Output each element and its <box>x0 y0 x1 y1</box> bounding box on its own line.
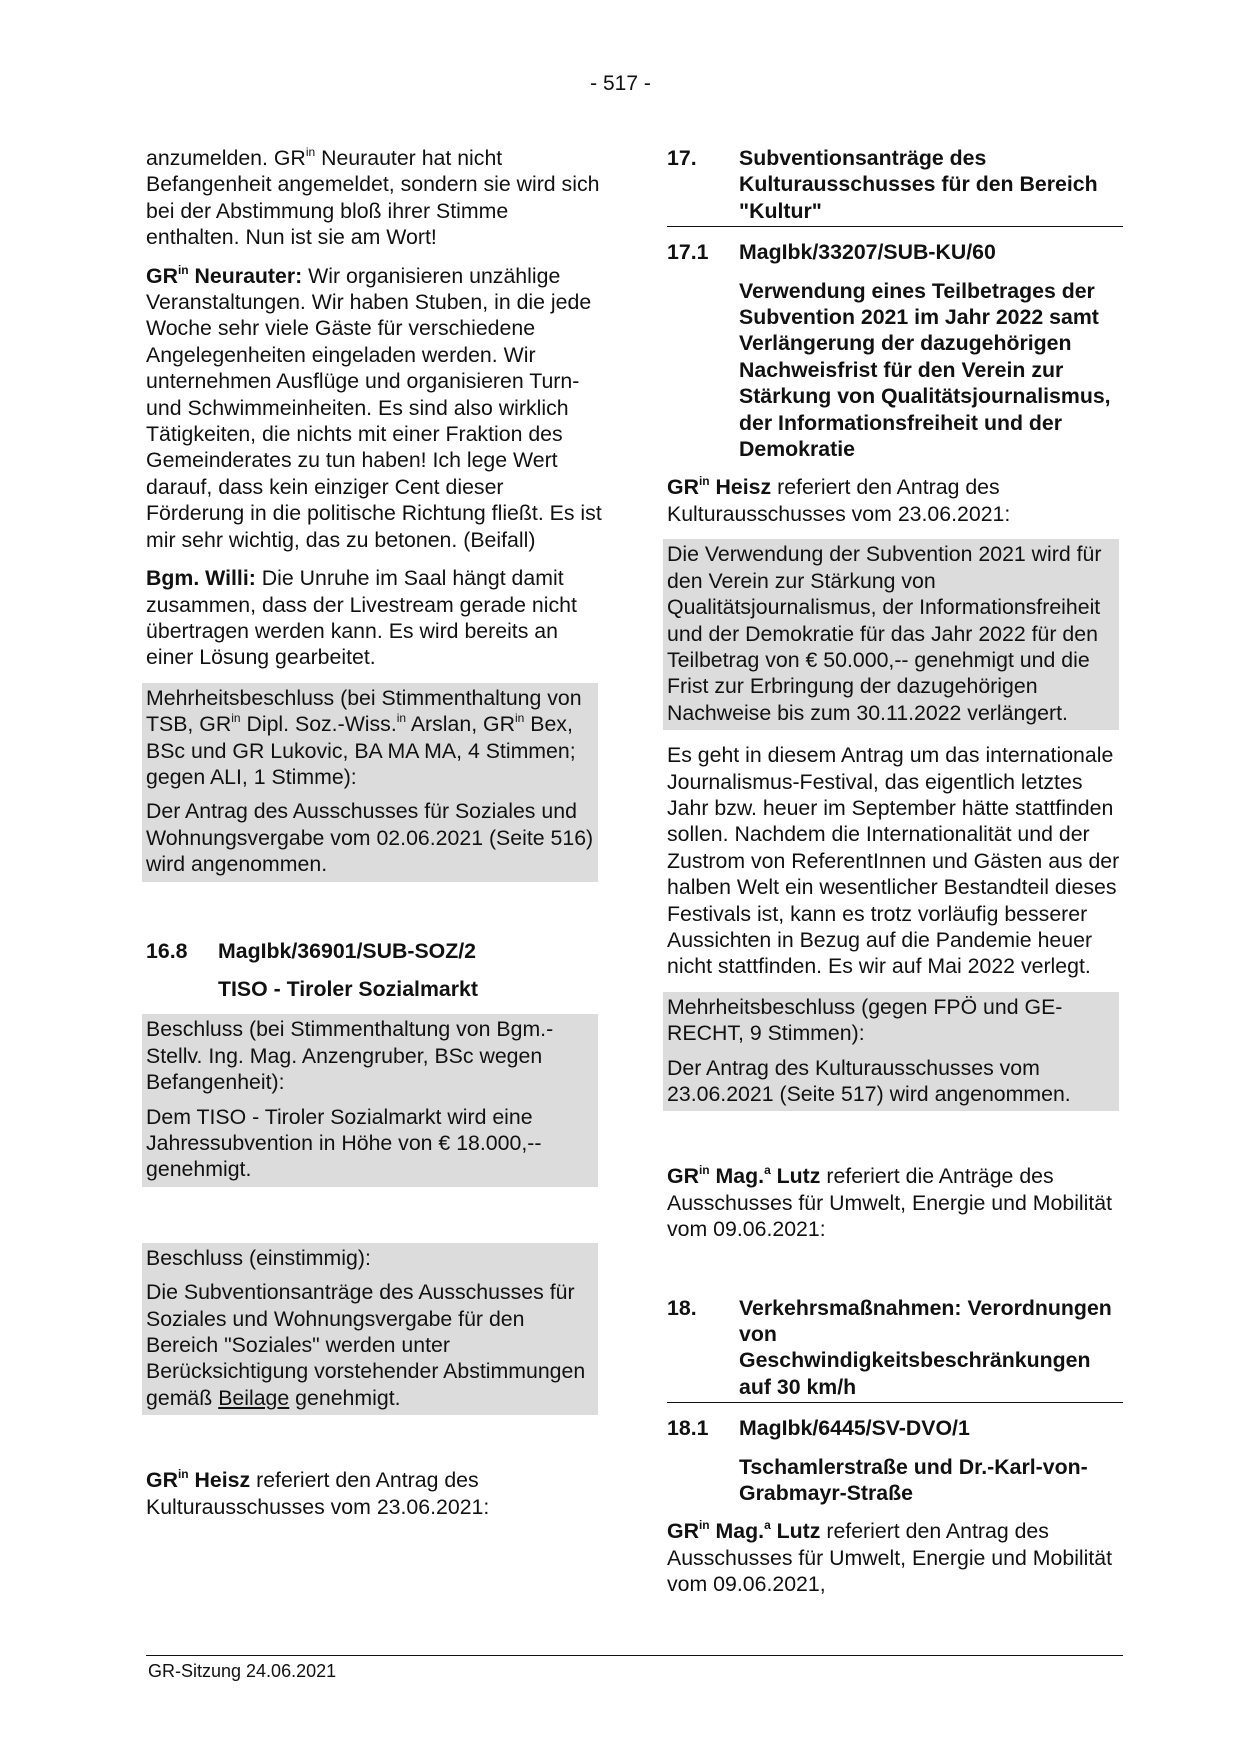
section-number: 18.1 <box>667 1416 709 1441</box>
section-title: Tschamlerstraße und Dr.-Karl-von-Grabmayr-Straße <box>739 1454 1088 1506</box>
resolution-text: Der Antrag des Ausschusses für Soziales und Wohnungsvergabe vom 02.06.2021 (Seite 516) wird angenommen. <box>146 799 594 877</box>
resolution-text: Dem TISO - Tiroler Sozialmarkt wird eine Jahressubvention in Höhe von € 18.000,-- genehmigt. <box>146 1104 542 1182</box>
speech-willi: Bgm. Willi: Die Unruhe im Saal hängt damit zusammen, dass der Livestream gerade nicht übertragen werden kann. Es wird bereits an einer Lösung gearbeitet. <box>146 566 577 670</box>
footer-divider <box>146 1655 1123 1656</box>
resolution-text: Der Antrag des Kulturausschusses vom 23.06.2021 (Seite 517) wird angenommen. <box>667 1055 1071 1106</box>
speech-heisz: $GR^{in}$ Heisz referiert den Antrag des Kulturausschusses vom 23.06.2021: <box>667 474 1011 526</box>
speech-neurauter: $GR^{in}$ Neurauter: Wir organisieren unzählige Veranstaltungen. Wir haben Stuben, in die jede Woche sehr viele Gäste für verschiedene Angelegenheiten eingeladen werden. Wir unternehmen Ausflüge und organisieren Turn- und Schwimmeinheiten. Es sind also wirklich Tätigkeiten, die nichts mit einer Fraktion des Gemeinderates zu tun haben! Ich lege Wert darauf, dass kein einziger Cent dieser Förderung in die politische Richtung fließt. Es ist mir sehr wichtig, das zu betonen. (Beifall) <box>146 262 602 552</box>
resolution-box <box>142 1014 598 1186</box>
section-heading-18-1 <box>667 1415 1123 1441</box>
section-number: 17.1 <box>667 240 709 265</box>
resolution-vote: Beschluss (einstimmig): <box>146 1245 371 1270</box>
beilage-link[interactable]: Beilage <box>218 1385 290 1410</box>
speech-lutz: $GR^{in}$ Mag.$^a$ Lutz referiert den Antrag des Ausschusses für Umwelt, Energie und Mobilität vom 09.06.2021, <box>667 1518 1113 1597</box>
footer: GR-Sitzung 24.06.2021 <box>148 1661 337 1681</box>
resolution-box <box>142 683 598 882</box>
section-code: MagIbk/6445/SV-DVO/1 <box>739 1416 970 1441</box>
section-code: MagIbk/33207/SUB-KU/60 <box>739 240 996 265</box>
section-heading-16-8 <box>146 938 602 964</box>
page-number: - 517 - <box>590 72 651 95</box>
section-title: TISO - Tiroler Sozialmarkt <box>218 976 478 1001</box>
section-number: 18. <box>667 1295 697 1320</box>
speech-lutz: $GR^{in}$ Mag.$^a$ Lutz referiert die Anträge des Ausschusses für Umwelt, Energie und Mobilität vom 09.06.2021: <box>667 1163 1113 1242</box>
section-number: 16.8 <box>146 938 188 963</box>
paragraph: anzumelden. $GR^{in}$ Neurauter hat nicht Befangenheit angemeldet, sondern sie wird sich bei der Abstimmung bloß ihrer Stimme enthalten. Nun ist sie am Wort! <box>146 144 600 250</box>
left-column <box>146 145 602 1532</box>
resolution-box <box>142 1243 598 1415</box>
motion-text: Die Verwendung der Subvention 2021 wird für den Verein zur Stärkung von Qualitätsjournalismus, der Informationsfreiheit und der Demokratie für das Jahr 2022 für den Teilbetrag von € 50.000,-- genehmigt und die Frist zur Erbringung der dazugehörigen Nachweise bis zum 30.11.2022 verlängert. <box>667 542 1102 725</box>
speech-heisz: $GR^{in}$ Heisz referiert den Antrag des Kulturausschusses vom 23.06.2021: <box>146 1467 490 1519</box>
section-number: 17. <box>667 146 697 170</box>
section-heading-18 <box>667 1295 1123 1404</box>
section-heading-17-1 <box>667 239 1123 265</box>
section-title: Verkehrsmaßnahmen: Verordnungen von Geschwindigkeitsbeschränkungen auf 30 km/h <box>739 1295 1112 1399</box>
section-heading-17 <box>667 145 1123 227</box>
right-column <box>667 145 1123 1610</box>
section-title: Subventionsanträge des Kulturausschusses für den Bereich "Kultur" <box>739 146 1098 223</box>
section-title: Verwendung eines Teilbetrages der Subvention 2021 im Jahr 2022 samt Verlängerung der dazugehörigen Nachweisfrist für den Verein zur Stärkung von Qualitätsjournalismus, der Informationsfreiheit und der Demokratie <box>739 278 1111 462</box>
section-code: MagIbk/36901/SUB-SOZ/2 <box>218 938 477 963</box>
resolution-vote: Beschluss (bei Stimmenthaltung von Bgm.-Stellv. Ing. Mag. Anzengruber, BSc wegen Befangenheit): <box>146 1017 554 1095</box>
paragraph: Es geht in diesem Antrag um das internationale Journalismus-Festival, das eigentlich letztes Jahr bzw. heuer im September hätte stattfinden sollen. Nachdem die Internationalität und der Zustrom von ReferentInnen und Gästen aus der halben Welt ein wesentlicher Bestandteil dieses Festivals ist, kann es trotz vorläufig besserer Aussichten in Bezug auf die Pandemie heuer nicht stattfinden. Es wir auf Mai 2022 verlegt. <box>667 743 1120 979</box>
resolution-box <box>663 992 1119 1112</box>
resolution-text: Die Subventionsanträge des Ausschusses für Soziales und Wohnungsvergabe für den Bereich "Soziales" werden unter Berücksichtigung vorstehender Abstimmungen gemäß Beilage genehmigt. <box>146 1280 586 1410</box>
resolution-vote: Mehrheitsbeschluss (gegen FPÖ und GE-RECHT, 9 Stimmen): <box>667 994 1063 1046</box>
resolution-vote: Mehrheitsbeschluss (bei Stimmenthaltung von TSB, $GR^{in}$ Dipl. Soz.-Wiss.$^{in}$ Arslan, $GR^{in}$ Bex, BSc und GR Lukovic, BA MA MA, 4 Stimmen; gegen ALI, 1 Stimme): <box>146 685 582 789</box>
motion-box <box>663 539 1119 730</box>
